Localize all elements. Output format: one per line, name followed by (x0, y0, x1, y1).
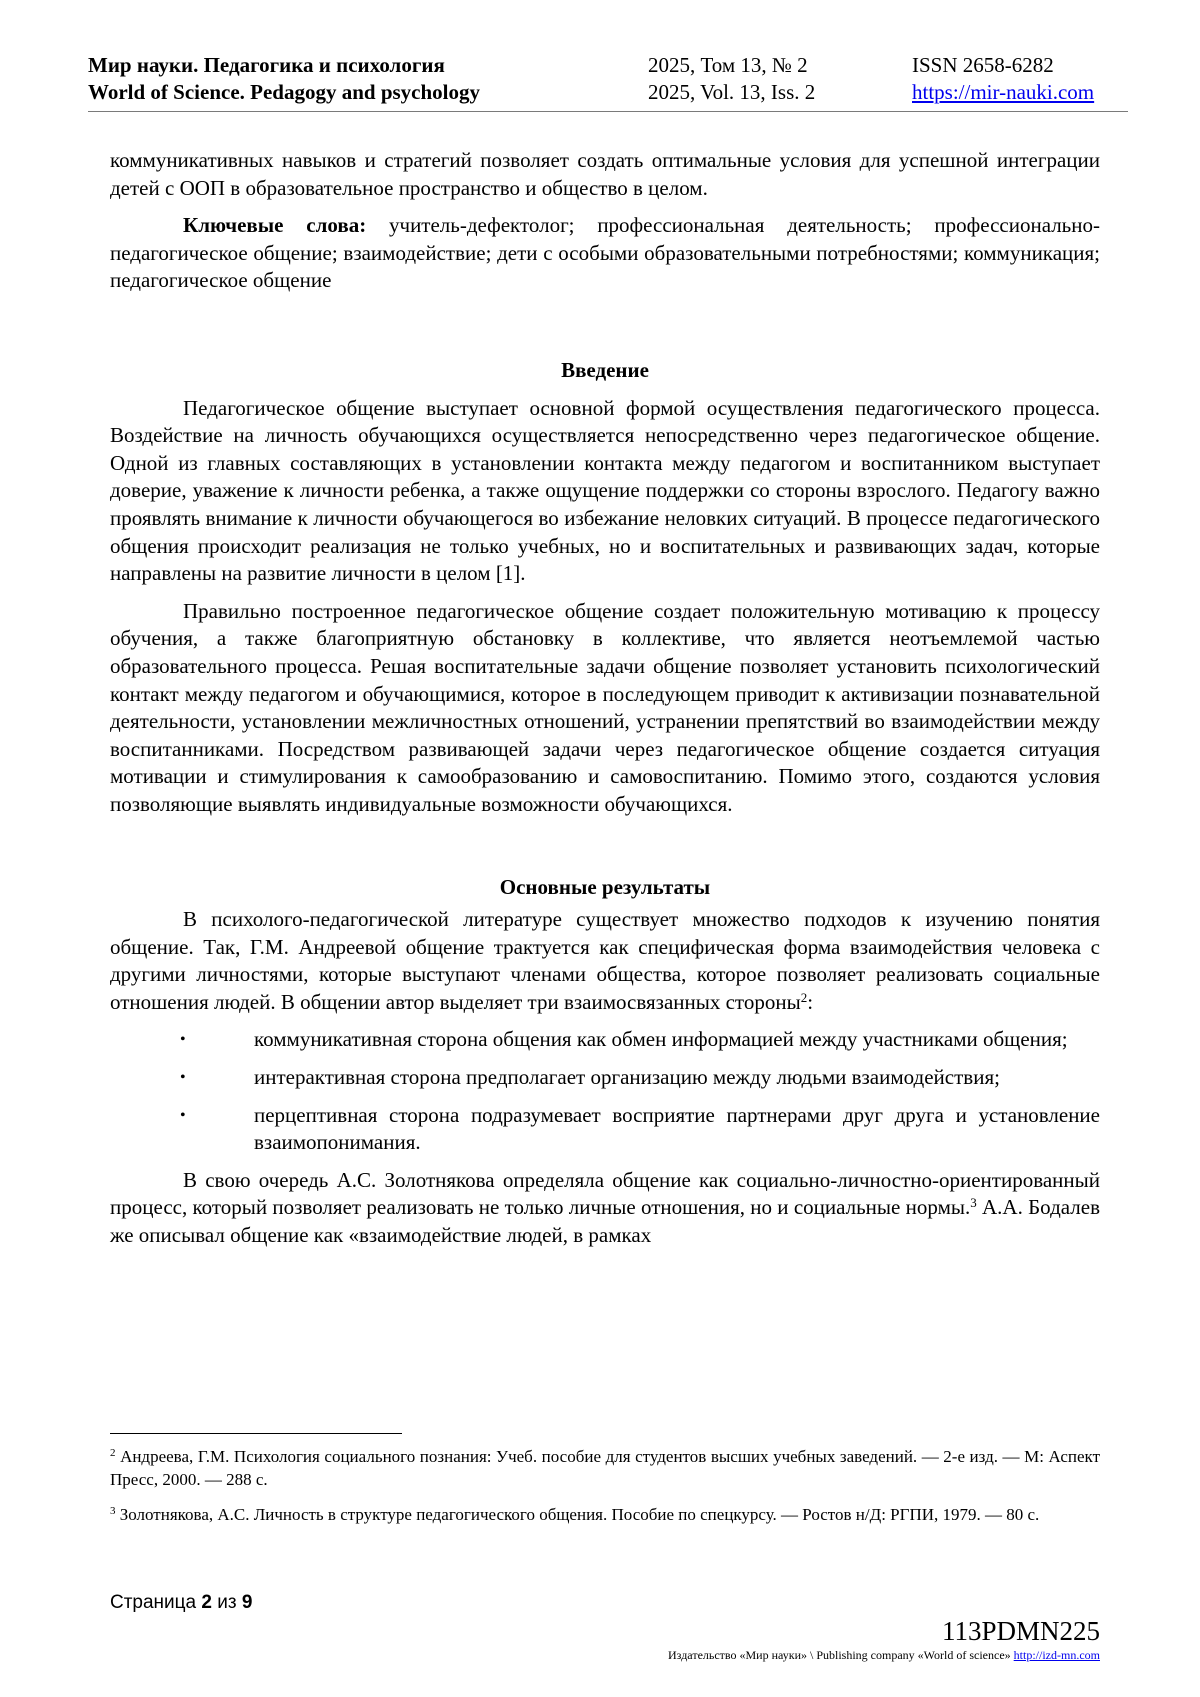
list-item (110, 1064, 1100, 1092)
list-item-text: коммуникативная сторона общения как обмен информацией между участниками общения; (254, 1027, 1068, 1052)
header-divider (88, 111, 1128, 112)
footnote-2 (110, 1445, 1100, 1491)
page-word: Страница (110, 1592, 202, 1613)
section-heading-results: Основные результаты (499, 875, 711, 900)
page-current: 2 (201, 1592, 212, 1613)
list-item (110, 1102, 1100, 1157)
page-of: из (211, 1592, 242, 1613)
intro-paragraph-2: Правильно построенное педагогическое общение создает положительную мотивацию к процессу обучения, а также благоприятную обстановку в коллективе, что является неотъемлемой частью образовательного процесса. Решая воспитательные задачи общение позволяет установить психологический контакт между педагогом и обучающимися, которое в последующем приводит к активизации познавательной деятельности, установлении межличностных отношений, устранении препятствий во взаимодействии между воспитанниками. Посредством развивающей задачи через педагогическое общение создается ситуация мотивации и стимулирования к самообразованию и самовоспитанию. Помимо этого, создаются условия позволяющие выявлять индивидуальные возможности обучающихся. (110, 598, 1100, 816)
keywords-text: учитель-дефектолог; профессиональная деятельность; профессионально-педагогическое общение; взаимодействие; дети с особыми образовательными потребностями; коммуникация; педагогическое общение (110, 213, 1100, 293)
section-heading-intro: Введение (561, 357, 649, 382)
publisher-line (668, 1648, 1100, 1663)
journal-title-block (88, 52, 480, 106)
footnote-ref-3[interactable]: 3 (970, 1195, 977, 1211)
intro-paragraph-1: Педагогическое общение выступает основной формой осуществления педагогического процесса. Воздействие на личность обучающихся осуществляется непосредственно через педагогическое общение. Одной из главных составляющих в установлении контакта между педагогом и воспитанником выступает доверие, уважение к личности ребенка, а также ощущение поддержки со стороны взрослого. Педагогу важно проявлять внимание к личности обучающегося во избежание неловких ситуаций. В процессе педагогического общения происходит реализация не только учебных, но и воспитательных и развивающих задач, которые направлены на развитие личности в целом [1]. (110, 395, 1100, 586)
journal-title-en: World of Science. Pedagogy and psychology (88, 80, 481, 104)
publisher-link[interactable]: http://izd-mn.com (1013, 1648, 1100, 1662)
article-code: 113PDMN225 (941, 1616, 1100, 1646)
list-item-text: интерактивная сторона предполагает организацию между людьми взаимодействия; (254, 1065, 1000, 1090)
bullet-icon: • (180, 1106, 186, 1124)
issn: ISSN 2658-6282 (912, 53, 1054, 77)
results-paragraph-2-tail: А.А. Бодалев же описывал общение как «взаимодействие людей, в рамках (110, 1195, 1100, 1247)
bullet-icon: • (180, 1031, 186, 1049)
article-body (110, 147, 1100, 1250)
results-paragraph-1-end: : (807, 989, 814, 1014)
results-paragraph-2 (110, 1167, 1100, 1250)
footnote-ref-2[interactable]: 2 (800, 989, 808, 1005)
bullet-list (110, 1026, 1100, 1156)
footnote-divider (110, 1433, 402, 1434)
issue-block (648, 52, 815, 106)
footnote-number: 3 (110, 1505, 116, 1517)
journal-site-link[interactable]: https://mir-nauki.com (912, 80, 1095, 104)
page-number (110, 1592, 252, 1614)
issn-block (912, 52, 1094, 106)
journal-title-ru: Мир науки. Педагогика и психология (88, 53, 445, 77)
footnote-3 (110, 1503, 1100, 1526)
page-header (88, 52, 1128, 112)
footnote-text: Андреева, Г.М. Психология социального познания: Учеб. пособие для студентов высших учебных заведений. — 2-е изд. — М: Аспект Пресс, 2000. — 288 с. (110, 1447, 1100, 1489)
bullet-icon: • (180, 1069, 186, 1087)
footnotes (110, 1445, 1100, 1538)
issue-en: 2025, Vol. 13, Iss. 2 (648, 80, 816, 104)
footnote-text: Золотнякова, А.С. Личность в структуре педагогического общения. Пособие по спецкурсу. — Ростов н/Д: РГПИ, 1979. — 80 с. (115, 1505, 1040, 1524)
publisher-text: Издательство «Мир науки» \ Publishing company «World of science» (668, 1648, 1014, 1662)
results-paragraph-1-text: В психолого-педагогической литературе существует множество подходов к изучению понятия общение. Так, Г.М. Андреевой общение трактуется как специфическая форма взаимодействия человека с другими личностями, которые выступают членами общества, которое позволяет реализовать социальные отношения людей. В общении автор выделяет три взаимосвязанных стороны (110, 907, 1100, 1014)
results-paragraph-1 (110, 906, 1100, 1016)
list-item-text: перцептивная сторона подразумевает восприятие партнерами друг друга и установление взаимопонимания. (254, 1102, 1100, 1155)
results-paragraph-2-text: В свою очередь А.С. Золотнякова определяла общение как социально-личностно-ориентированный процесс, который позволяет реализовать не только личные отношения, но и социальные нормы. (110, 1167, 1100, 1220)
list-item (110, 1026, 1100, 1054)
page-total: 9 (241, 1592, 253, 1613)
keywords-paragraph (110, 212, 1100, 295)
footnote-number: 2 (110, 1447, 116, 1459)
issue-ru: 2025, Том 13, № 2 (648, 53, 808, 77)
keywords-label: Ключевые слова: (183, 213, 367, 238)
abstract-tail: коммуникативных навыков и стратегий позволяет создать оптимальные условия для успешной интеграции детей с ООП в образовательное пространство и общество в целом. (110, 148, 1100, 200)
